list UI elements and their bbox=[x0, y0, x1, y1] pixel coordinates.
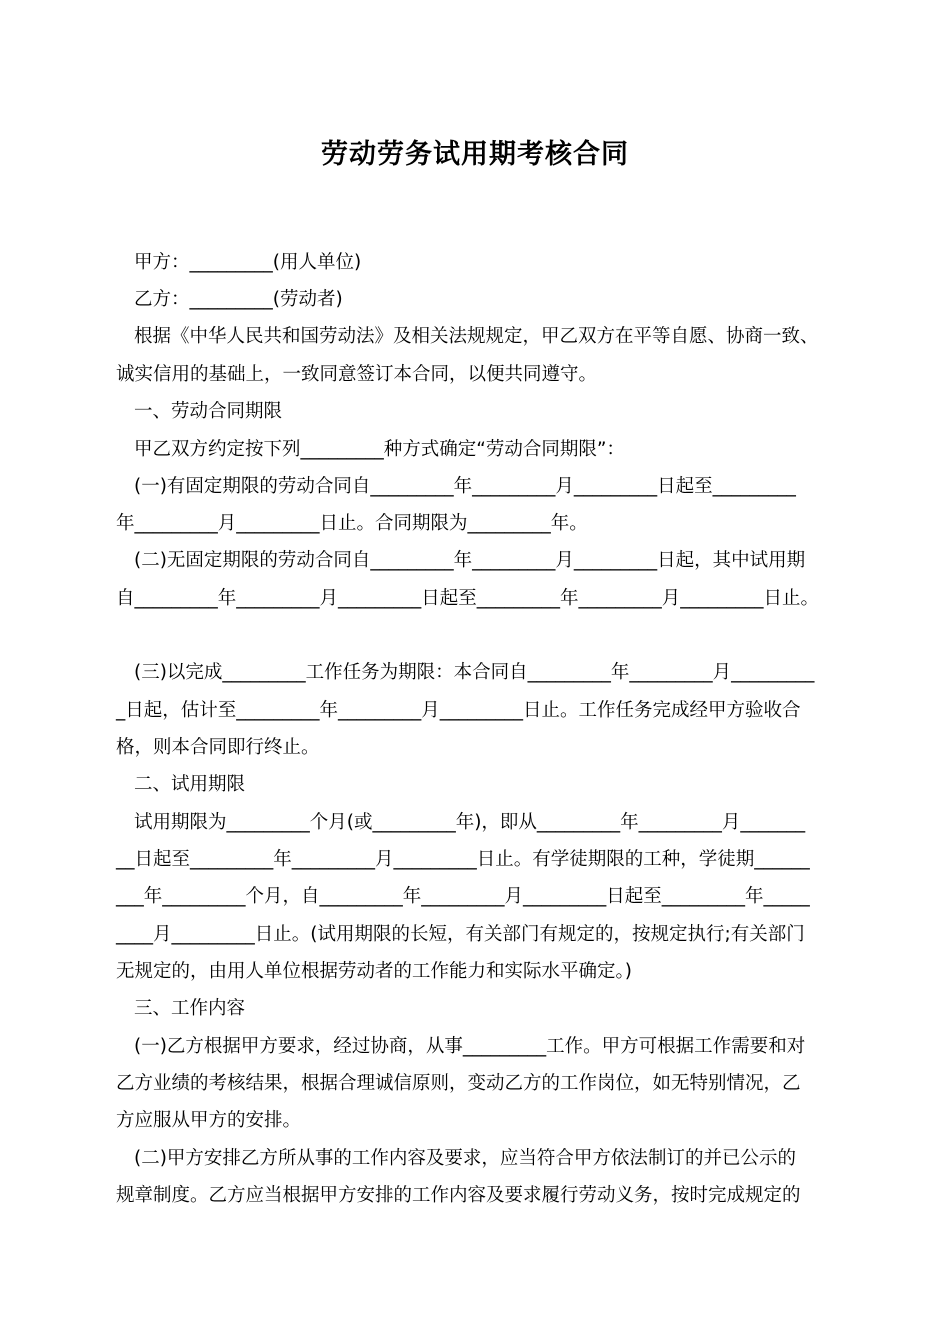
section-1-line-4: (二)无固定期限的劳动合同自_________年_________月_________日起，其中试用期 bbox=[134, 550, 806, 571]
section-1-line-8: 格，则本合同即行终止。 bbox=[116, 737, 320, 758]
section-2-line-3: ___年_________个月，自_________年_________月_________日起至_________年_____ bbox=[116, 886, 810, 907]
section-3-line-5: 规章制度。乙方应当根据甲方安排的工作内容及要求履行劳动义务，按时完成规定的 bbox=[116, 1185, 801, 1206]
section-1-line-1: 甲乙双方约定按下列_________种方式确定“劳动合同期限”： bbox=[134, 439, 625, 460]
section-3-heading: 三、工作内容 bbox=[134, 998, 246, 1019]
section-1-line-7: _日起，估计至_________年_________月_________日止。工作任务完成经甲方验收合 bbox=[116, 700, 801, 721]
party-b-line: 乙方：_________(劳动者) bbox=[134, 289, 343, 310]
section-3-line-2: 乙方业绩的考核结果，根据合理诚信原则，变动乙方的工作岗位，如无特别情况，乙 bbox=[116, 1073, 801, 1094]
section-1-line-5: 自_________年_________月_________日起至_________年_________月_________日止。 bbox=[116, 588, 820, 609]
section-2-line-1: 试用期限为_________个月(或_________年)，即从_________年_________月_______ bbox=[134, 812, 806, 833]
section-1-line-2: (一)有固定期限的劳动合同自_________年_________月_________日起至_________ bbox=[134, 476, 796, 497]
section-3-line-1: (一)乙方根据甲方要求，经过协商，从事_________工作。甲方可根据工作需要和对 bbox=[134, 1036, 806, 1057]
section-2-line-5: 无规定的，由用人单位根据劳动者的工作能力和实际水平确定。) bbox=[116, 961, 632, 982]
preamble-line-2: 诚实信用的基础上，一致同意签订本合同，以便共同遵守。 bbox=[116, 364, 598, 385]
section-2-heading: 二、试用期限 bbox=[134, 774, 246, 795]
section-1-line-6: (三)以完成_________工作任务为期限：本合同自_________年_________月_________ bbox=[134, 662, 815, 683]
section-2-line-2: __日起至_________年_________月_________日止。有学徒期限的工种，学徒期______ bbox=[116, 849, 810, 870]
section-3-line-4: (二)甲方安排乙方所从事的工作内容及要求，应当符合甲方依法制订的并已公示的 bbox=[134, 1148, 796, 1169]
section-3-line-3: 方应服从甲方的安排。 bbox=[116, 1110, 302, 1131]
party-a-line: 甲方：_________(用人单位) bbox=[134, 252, 362, 273]
section-1-heading: 一、劳动合同期限 bbox=[134, 401, 283, 422]
section-2-line-4: ____月_________日止。(试用期限的长短，有关部门有规定的，按规定执行;有关部门 bbox=[116, 924, 805, 945]
section-1-line-3: 年_________月_________日止。合同期限为_________年。 bbox=[116, 513, 588, 534]
document-title: 劳动劳务试用期考核合同 bbox=[321, 139, 629, 170]
preamble-line-1: 根据《中华人民共和国劳动法》及相关法规规定，甲乙双方在平等自愿、协商一致、 bbox=[134, 326, 819, 347]
